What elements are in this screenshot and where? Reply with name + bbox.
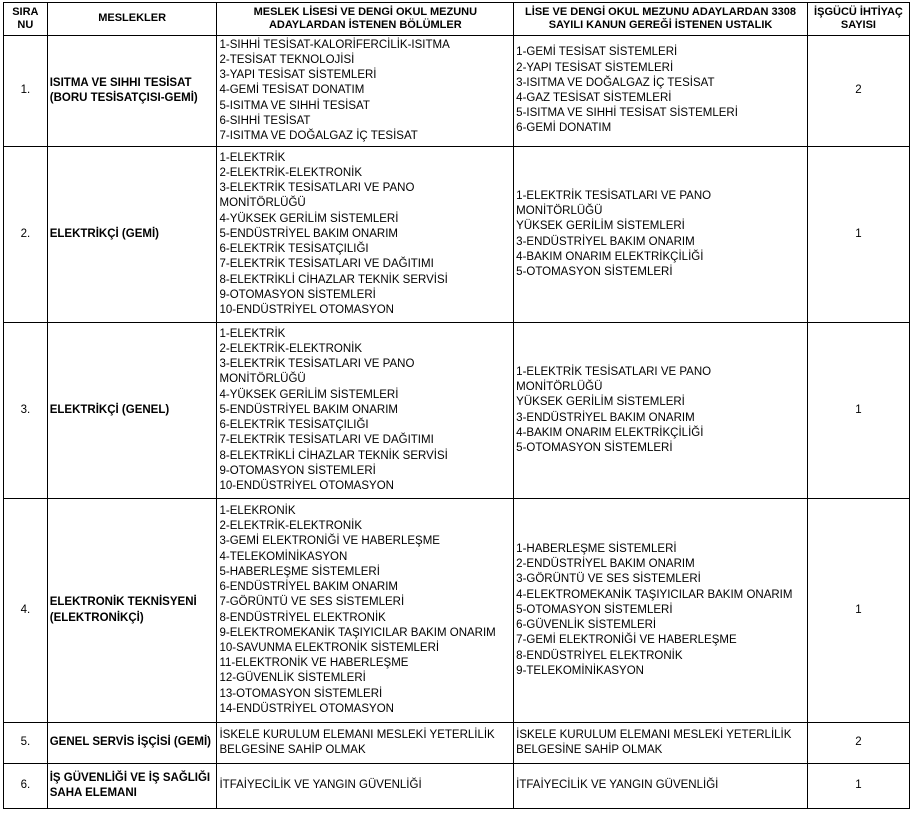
row-number: 6. — [4, 764, 48, 809]
occupation-name: ELEKTRONİK TEKNİSYENİ (ELEKTRONİKÇİ) — [47, 499, 217, 723]
vocational-item: 7-ELEKTRİK TESİSATLARI VE DAĞITIMI — [219, 434, 434, 447]
vocational-item: 8-ENDÜSTRİYEL ELEKTRONİK — [219, 611, 386, 624]
vocational-item: 4-YÜKSEK GERİLİM SİSTEMLERİ — [219, 212, 399, 225]
mastery-requirements — [514, 723, 808, 764]
vocational-item: 3-ELEKTRİK TESİSATLARI VE PANO — [219, 182, 415, 195]
vocational-item: 9-ELEKTROMEKANİK TAŞIYICILAR BAKIM ONARIM — [219, 626, 496, 639]
mastery-item: YÜKSEK GERİLİM SİSTEMLERİ — [516, 220, 685, 233]
mastery-item: 1-ELEKTRİK TESİSATLARI VE PANO — [516, 365, 712, 378]
mastery-item: BELGESİNE SAHİP OLMAK — [516, 744, 663, 756]
vocational-item: 2-ELEKTRİK-ELEKTRONİK — [219, 343, 362, 356]
vocational-item: 3-YAPI TESİSAT SİSTEMLERİ — [219, 69, 377, 82]
vocational-item: 3-GEMİ ELEKTRONİĞİ VE HABERLEŞME — [219, 535, 440, 548]
mastery-item: İTFAİYECİLİK VE YANGIN GÜVENLİĞİ — [516, 779, 719, 792]
mastery-item: 8-ENDÜSTRİYEL ELEKTRONİK — [516, 649, 683, 662]
occupation-name: ELEKTRİKÇİ (GENEL) — [47, 323, 217, 499]
header-no: SIRA NU — [4, 3, 48, 36]
vocational-item: 4-TELEKOMİNİKASYON — [219, 550, 348, 563]
workforce-need: 2 — [807, 36, 909, 147]
mastery-item: 4-BAKIM ONARIM ELEKTRİKÇİLİĞİ — [516, 426, 704, 439]
occupation-name: ISITMA VE SIHHI TESİSAT (BORU TESİSATÇISI-GEMİ) — [47, 36, 217, 147]
mastery-item: 4-GAZ TESİSAT SİSTEMLERİ — [516, 92, 672, 104]
row-number: 5. — [4, 723, 48, 764]
mastery-item: 1-ELEKTRİK TESİSATLARI VE PANO — [516, 189, 712, 202]
vocational-item: 7-ELEKTRİK TESİSATLARI VE DAĞITIMI — [219, 258, 434, 271]
header-job: MESLEKLER — [47, 3, 217, 36]
vocational-item: 6-ELEKTRİK TESİSATÇILIĞI — [219, 243, 369, 256]
table-row — [4, 147, 910, 323]
vocational-item: 9-OTOMASYON SİSTEMLERİ — [219, 288, 376, 301]
vocational-item: 1-SIHHİ TESİSAT-KALORİFERCİLİK-ISITMA — [219, 38, 450, 51]
vocational-item: 1-ELEKTRİK — [219, 327, 286, 340]
workforce-need: 1 — [807, 147, 909, 323]
vocational-item: İSKELE KURULUM ELEMANI MESLEKİ YETERLİLİK — [219, 728, 495, 741]
vocational-departments — [217, 499, 514, 723]
vocational-item: 7-GÖRÜNTÜ VE SES SİSTEMLERİ — [219, 596, 405, 609]
vocational-departments — [217, 323, 514, 499]
occupation-name: ELEKTRİKÇİ (GEMİ) — [47, 147, 217, 323]
mastery-requirements — [514, 764, 808, 809]
vocational-item: 6-ENDÜSTRİYEL BAKIM ONARIM — [219, 581, 398, 594]
vocational-item: 5-ENDÜSTRİYEL BAKIM ONARIM — [219, 403, 398, 416]
mastery-item: MONİTÖRLÜĞÜ — [516, 205, 603, 218]
mastery-item: 5-OTOMASYON SİSTEMLERİ — [516, 265, 673, 278]
workforce-need: 1 — [807, 764, 909, 809]
vocational-item: 3-ELEKTRİK TESİSATLARI VE PANO — [219, 358, 415, 371]
vocational-item: 4-YÜKSEK GERİLİM SİSTEMLERİ — [219, 388, 399, 401]
mastery-item: 1-GEMİ TESİSAT SİSTEMLERİ — [516, 46, 678, 59]
table-row — [4, 723, 910, 764]
mastery-item: YÜKSEK GERİLİM SİSTEMLERİ — [516, 396, 685, 409]
workforce-need: 2 — [807, 723, 909, 764]
vocational-item: 6-SIHHİ TESİSAT — [219, 114, 311, 127]
mastery-item: 6-GEMİ DONATIM — [516, 122, 612, 135]
vocational-item: 10-SAVUNMA ELEKTRONİK SİSTEMLERİ — [219, 641, 440, 654]
table-row — [4, 764, 910, 809]
vocational-departments — [217, 764, 514, 809]
vocational-item: 2-TESİSAT TEKNOLOJİSİ — [219, 53, 355, 66]
mastery-item: 9-TELEKOMİNİKASYON — [516, 664, 644, 677]
vocational-item: 1-ELEKRONİK — [219, 505, 296, 518]
mastery-item: 2-YAPI TESİSAT SİSTEMLERİ — [516, 61, 674, 74]
row-number: 1. — [4, 36, 48, 147]
vocational-item: 8-ELEKTRİKLİ CİHAZLAR TEKNİK SERVİSİ — [219, 273, 448, 286]
vocational-item: 5-ENDÜSTRİYEL BAKIM ONARIM — [219, 227, 398, 240]
mastery-item: 5-OTOMASYON SİSTEMLERİ — [516, 441, 673, 454]
mastery-item: MONİTÖRLÜĞÜ — [516, 381, 603, 394]
occupation-name: GENEL SERVİS İŞÇİSİ (GEMİ) — [47, 723, 217, 764]
mastery-requirements — [514, 147, 808, 323]
vocational-item: 9-OTOMASYON SİSTEMLERİ — [219, 464, 376, 477]
mastery-item: 3-GÖRÜNTÜ VE SES SİSTEMLERİ — [516, 573, 701, 586]
mastery-item: 3-ENDÜSTRİYEL BAKIM ONARIM — [516, 411, 695, 424]
vocational-item: 7-ISITMA VE DOĞALGAZ İÇ TESİSAT — [219, 130, 418, 142]
vocational-item: 12-GÜVENLİK SİSTEMLERİ — [219, 672, 366, 685]
mastery-item: 2-ENDÜSTRİYEL BAKIM ONARIM — [516, 558, 695, 571]
vocational-item: 5-HABERLEŞME SİSTEMLERİ — [219, 565, 380, 578]
header-row — [4, 3, 910, 36]
vocational-item: 10-ENDÜSTRİYEL OTOMASYON — [219, 303, 394, 316]
workforce-need: 1 — [807, 499, 909, 723]
table-row — [4, 36, 910, 147]
workforce-need: 1 — [807, 323, 909, 499]
header-mastery: LİSE VE DENGİ OKUL MEZUNU ADAYLARDAN 3308 SAYILI KANUN GEREĞİ İSTENEN USTALIK — [514, 3, 808, 36]
vocational-item: İTFAİYECİLİK VE YANGIN GÜVENLİĞİ — [219, 779, 422, 792]
vocational-item: 1-ELEKTRİK — [219, 151, 286, 164]
vocational-item: 11-ELEKTRONİK VE HABERLEŞME — [219, 657, 409, 670]
mastery-requirements — [514, 499, 808, 723]
vocational-item: 6-ELEKTRİK TESİSATÇILIĞI — [219, 419, 369, 432]
vocational-item: 13-OTOMASYON SİSTEMLERİ — [219, 687, 383, 700]
vocational-departments — [217, 723, 514, 764]
mastery-item: 5-OTOMASYON SİSTEMLERİ — [516, 603, 673, 616]
mastery-item: 5-ISITMA VE SIHHİ TESİSAT SİSTEMLERİ — [516, 107, 738, 120]
vocational-item: MONİTÖRLÜĞÜ — [219, 197, 306, 210]
row-number: 3. — [4, 323, 48, 499]
table-row — [4, 499, 910, 723]
vocational-item: 10-ENDÜSTRİYEL OTOMASYON — [219, 479, 394, 492]
occupation-name: İŞ GÜVENLİĞİ VE İŞ SAĞLIĞI SAHA ELEMANI — [47, 764, 217, 809]
vocational-item: BELGESİNE SAHİP OLMAK — [219, 744, 366, 756]
table-row — [4, 323, 910, 499]
mastery-item: 4-ELEKTROMEKANİK TAŞIYICILAR BAKIM ONARIM — [516, 588, 793, 601]
vocational-item: 4-GEMİ TESİSAT DONATIM — [219, 84, 365, 97]
row-number: 2. — [4, 147, 48, 323]
mastery-item: 3-ENDÜSTRİYEL BAKIM ONARIM — [516, 235, 695, 248]
mastery-item: 3-ISITMA VE DOĞALGAZ İÇ TESİSAT — [516, 76, 715, 89]
vocational-item: 8-ELEKTRİKLİ CİHAZLAR TEKNİK SERVİSİ — [219, 449, 448, 462]
vocational-departments — [217, 147, 514, 323]
mastery-requirements — [514, 36, 808, 147]
vocational-item: 2-ELEKTRİK-ELEKTRONİK — [219, 167, 362, 180]
row-number: 4. — [4, 499, 48, 723]
mastery-item: 6-GÜVENLİK SİSTEMLERİ — [516, 619, 657, 632]
vocational-item: 2-ELEKTRİK-ELEKTRONİK — [219, 520, 362, 533]
mastery-item: 4-BAKIM ONARIM ELEKTRİKÇİLİĞİ — [516, 250, 704, 263]
vocational-item: 5-ISITMA VE SIHHİ TESİSAT — [219, 99, 370, 112]
vocational-item: 14-ENDÜSTRİYEL OTOMASYON — [219, 702, 394, 715]
mastery-item: 1-HABERLEŞME SİSTEMLERİ — [516, 543, 677, 556]
vocational-departments — [217, 36, 514, 147]
vocational-item: MONİTÖRLÜĞÜ — [219, 373, 306, 386]
occupation-table — [3, 2, 910, 809]
header-need: İŞGÜCÜ İHTİYAÇ SAYISI — [807, 3, 909, 36]
mastery-requirements — [514, 323, 808, 499]
mastery-item: 7-GEMİ ELEKTRONİĞİ VE HABERLEŞME — [516, 634, 737, 647]
header-vocational: MESLEK LİSESİ VE DENGİ OKUL MEZUNU ADAYLARDAN İSTENEN BÖLÜMLER — [217, 3, 514, 36]
mastery-item: İSKELE KURULUM ELEMANI MESLEKİ YETERLİLİK — [516, 728, 792, 741]
